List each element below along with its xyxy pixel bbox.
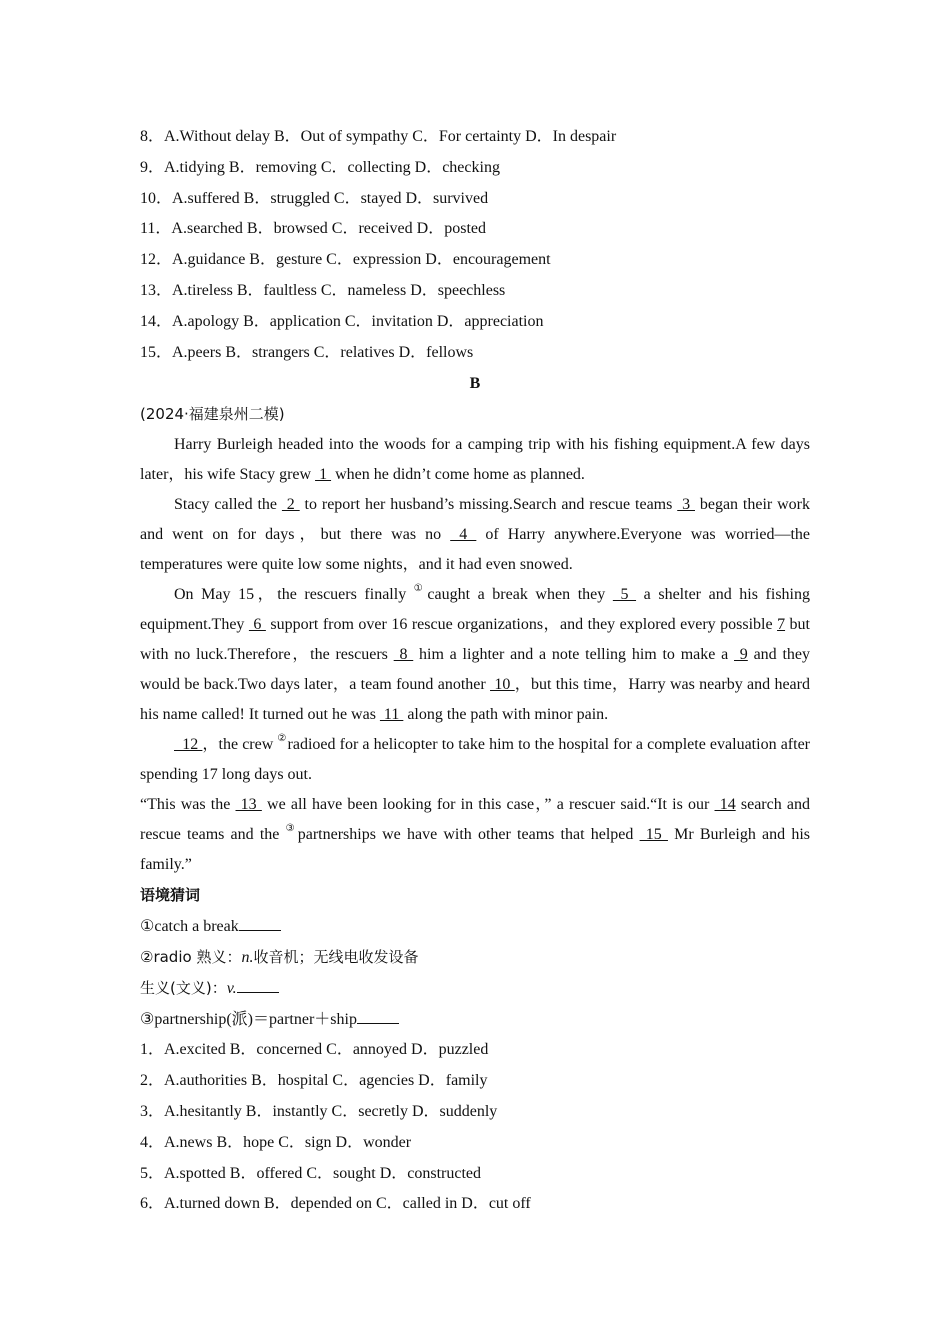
blank-2: 2 [281, 496, 300, 514]
question-list-part-b [140, 1035, 810, 1220]
text: we all have been looking for in this case，” a rescuer said.“It is our [261, 796, 715, 814]
vocab-item-4 [140, 1004, 810, 1035]
blank-6: 6 [248, 616, 266, 634]
blank-10: 10 [490, 676, 515, 694]
vocab-heading [140, 880, 810, 911]
blank-4: 4 [450, 526, 477, 544]
question-list-part-a [140, 122, 810, 368]
blank-11: 11 [379, 706, 404, 724]
text: Harry Burleigh headed into the woods for a camping trip with his fishing equipment.A few days later，his wife Stacy grew [140, 436, 810, 484]
text: and they would be back.Two days later，a team found another [140, 646, 810, 694]
text: a shelter and his fishing equipment.They [140, 586, 811, 634]
vocab-section [140, 880, 810, 1035]
text: ，the crew [202, 736, 278, 754]
text: him a lighter and a note telling him to make a [413, 646, 735, 664]
text: ③partnership(派)＝partner＋ship [140, 1011, 357, 1029]
answer-blank[interactable] [237, 978, 279, 993]
blank-7: 7 [777, 616, 786, 634]
text: caught a break when they [427, 586, 613, 604]
footnote-marker-3: ③ [285, 823, 297, 835]
text: to report her husband’s missing.Search and rescue teams [299, 496, 678, 514]
text: On May 15，the rescuers finally [174, 586, 414, 604]
blank-13: 13 [235, 796, 262, 814]
blank-1: 1 [315, 466, 332, 484]
vocab-item-1 [140, 911, 810, 942]
answer-blank[interactable] [357, 1009, 399, 1024]
paragraph-2 [140, 490, 810, 580]
text: Mr Burleigh and his family.” [140, 826, 811, 874]
text: radioed for a helicopter to take him to the hospital for a complete evaluation after spending 17 long days out. [140, 736, 811, 784]
text: n. [241, 949, 254, 967]
question-item: 8．A.Without delay B．Out of sympathy C．For certainty D．In despair [140, 128, 617, 145]
footnote-marker-1: ① [413, 583, 427, 595]
blank-5: 5 [612, 586, 637, 604]
text: when he didn’t come home as planned. [331, 466, 585, 484]
vocab-item-2 [140, 942, 810, 973]
text: but with no luck.Therefore，the rescuers [140, 616, 810, 664]
blank-3: 3 [677, 496, 695, 514]
paragraph-3 [140, 580, 810, 730]
question-item: 10．A.suffered B．struggled C．stayed D．survived [140, 189, 489, 207]
text: began their work and went on for days，but there was no [140, 496, 811, 544]
text: Stacy called the [174, 496, 282, 514]
question-item: 4．A.news B．hope C．sign D．wonder [140, 1133, 412, 1151]
question-item: 13．A.tireless B．faultless C．nameless D．speechless [140, 281, 506, 299]
question-item: 14．A.apology B．application C．invitation D．appreciation [140, 312, 544, 330]
text: ②radio 熟义： [140, 948, 242, 967]
question-item: 15．A.peers B．strangers C．relatives D．fellows [140, 343, 474, 361]
question-item: 3．A.hesitantly B．instantly C．secretly D．suddenly [140, 1102, 498, 1120]
blank-12: 12 [174, 736, 203, 754]
text: support from over 16 rescue organizations，and they explored every possible [265, 616, 778, 634]
question-item: 12．A.guidance B．gesture C．expression D．encouragement [140, 251, 551, 269]
paragraph-1 [140, 430, 810, 490]
question-item: 11．A.searched B．browsed C．received D．posted [140, 220, 486, 238]
source-label [140, 399, 810, 430]
source-text: (2024·福建泉州二模) [140, 405, 285, 424]
question-item: 1．A.excited B．concerned C．annoyed D．puzzled [140, 1041, 489, 1059]
text: ，but this time，Harry was nearby and heard his name called! It turned out he was [140, 676, 810, 724]
text: 收音机；无线电收发设备 [253, 948, 419, 967]
text: partnerships we have with other teams that helped [297, 826, 640, 844]
section-title: B [469, 375, 481, 393]
blank-15: 15 [639, 826, 668, 844]
paragraph-4 [140, 730, 810, 790]
text: v. [226, 980, 237, 998]
footnote-marker-2: ② [277, 733, 287, 745]
question-item: 5．A.spotted B．offered C．sought D．constructed [140, 1164, 481, 1182]
blank-9: 9 [734, 646, 748, 664]
blank-8: 8 [393, 646, 414, 664]
text: “This was the [140, 796, 236, 814]
passage [140, 430, 810, 880]
text: ①catch a break [140, 918, 239, 936]
vocab-heading-text: 语境猜词 [140, 886, 201, 905]
vocab-item-3 [140, 973, 810, 1004]
question-item: 2．A.authorities B．hospital C．agencies D．family [140, 1072, 488, 1090]
question-item: 6．A.turned down B．depended on C．called in D．cut off [140, 1195, 531, 1213]
blank-14: 14 [714, 796, 736, 814]
text: along the path with minor pain. [403, 706, 609, 724]
document-page [140, 122, 810, 1220]
text: 生义(文义)： [140, 979, 227, 998]
text: of Harry anywhere.Everyone was worried—the temperatures were quite low some nights，and it had even snowed. [140, 526, 810, 574]
answer-blank[interactable] [239, 916, 281, 931]
question-item: 9．A.tidying B．removing C．collecting D．checking [140, 158, 500, 176]
paragraph-5 [140, 790, 810, 880]
text: search and rescue teams and the [140, 796, 810, 844]
